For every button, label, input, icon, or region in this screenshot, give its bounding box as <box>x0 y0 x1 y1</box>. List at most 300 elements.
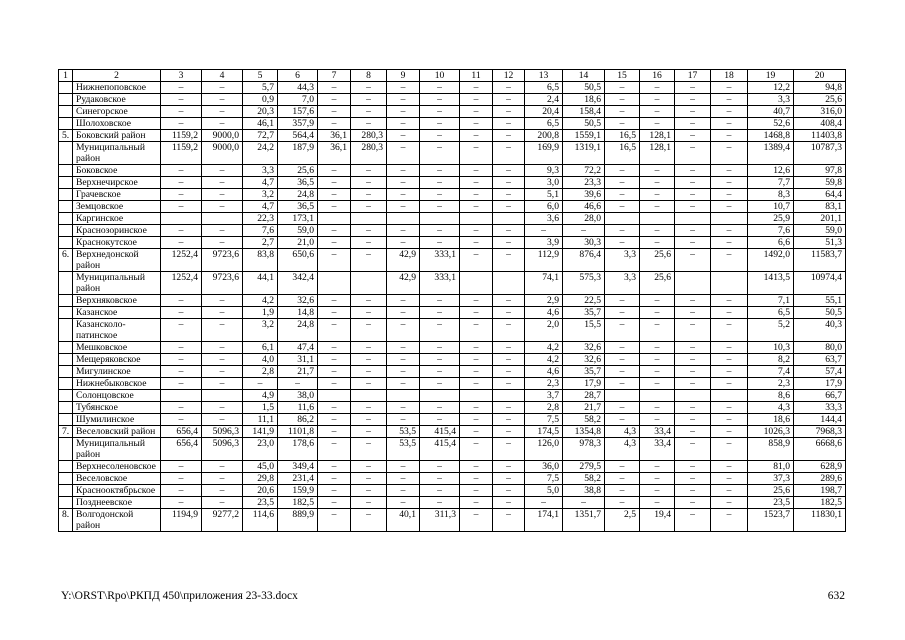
value-cell: – <box>711 414 748 426</box>
value-cell: 25,6 <box>748 485 794 497</box>
value-cell: – <box>420 82 460 94</box>
value-cell: – <box>202 378 243 390</box>
value-cell: – <box>387 94 420 106</box>
value-cell: 83,8 <box>243 249 278 272</box>
row-number <box>59 319 73 342</box>
value-cell: 1,5 <box>243 402 278 414</box>
value-cell: – <box>640 225 675 237</box>
value-cell: 10,3 <box>748 342 794 354</box>
row-number <box>59 366 73 378</box>
value-cell: 333,1 <box>420 272 460 295</box>
value-cell: 3,3 <box>748 94 794 106</box>
value-cell: 280,3 <box>351 130 387 142</box>
value-cell: – <box>318 118 351 130</box>
value-cell: 46,6 <box>563 201 605 213</box>
value-cell: – <box>460 509 493 532</box>
value-cell: – <box>460 295 493 307</box>
value-cell: 1159,2 <box>161 130 202 142</box>
value-cell: – <box>493 354 525 366</box>
table-row <box>59 272 846 295</box>
column-header: 4 <box>202 70 243 82</box>
value-cell: – <box>387 189 420 201</box>
value-cell: – <box>640 473 675 485</box>
value-cell: – <box>161 201 202 213</box>
value-cell: – <box>640 82 675 94</box>
value-cell: – <box>420 342 460 354</box>
value-cell: – <box>161 165 202 177</box>
value-cell: 9277,2 <box>202 509 243 532</box>
value-cell: 198,7 <box>794 485 846 497</box>
value-cell: – <box>675 142 711 165</box>
value-cell: 112,9 <box>525 249 563 272</box>
value-cell: – <box>675 118 711 130</box>
value-cell: 28,0 <box>563 213 605 225</box>
table-row <box>59 249 846 272</box>
value-cell: – <box>675 485 711 497</box>
value-cell: 279,5 <box>563 461 605 473</box>
value-cell: – <box>675 414 711 426</box>
value-cell: 1101,8 <box>278 426 318 438</box>
row-number <box>59 402 73 414</box>
value-cell: 10974,4 <box>794 272 846 295</box>
value-cell: – <box>351 225 387 237</box>
value-cell: 64,4 <box>794 189 846 201</box>
value-cell: 4,2 <box>243 295 278 307</box>
value-cell: 8,2 <box>748 354 794 366</box>
value-cell: 876,4 <box>563 249 605 272</box>
value-cell: – <box>387 177 420 189</box>
value-cell: 15,5 <box>563 319 605 342</box>
value-cell: 7,1 <box>748 295 794 307</box>
value-cell: 333,1 <box>420 249 460 272</box>
value-cell: 29,8 <box>243 473 278 485</box>
value-cell: 3,7 <box>525 390 563 402</box>
data-table-wrapper <box>58 69 845 532</box>
territory-name: Боковское <box>73 165 161 177</box>
territory-name: Боковский район <box>73 130 161 142</box>
value-cell: – <box>711 426 748 438</box>
value-cell: – <box>605 237 640 249</box>
value-cell: – <box>318 189 351 201</box>
value-cell: – <box>387 82 420 94</box>
table-row <box>59 426 846 438</box>
value-cell: – <box>351 106 387 118</box>
value-cell: – <box>387 473 420 485</box>
value-cell: 231,4 <box>278 473 318 485</box>
value-cell <box>387 213 420 225</box>
value-cell: – <box>640 177 675 189</box>
value-cell: – <box>493 307 525 319</box>
value-cell: 32,6 <box>563 342 605 354</box>
value-cell: 3,2 <box>243 319 278 342</box>
value-cell: 20,3 <box>243 106 278 118</box>
value-cell: – <box>420 414 460 426</box>
value-cell: – <box>460 378 493 390</box>
row-number <box>59 213 73 225</box>
value-cell: 7,5 <box>525 414 563 426</box>
value-cell: – <box>161 342 202 354</box>
value-cell: 1252,4 <box>161 272 202 295</box>
value-cell: 25,6 <box>278 165 318 177</box>
value-cell <box>351 213 387 225</box>
value-cell: – <box>711 402 748 414</box>
value-cell: – <box>675 307 711 319</box>
row-number: 5. <box>59 130 73 142</box>
value-cell: 9723,6 <box>202 249 243 272</box>
value-cell: – <box>460 249 493 272</box>
value-cell: 40,1 <box>387 509 420 532</box>
territory-name: Грачевское <box>73 189 161 201</box>
table-row <box>59 509 846 532</box>
value-cell: 58,2 <box>563 473 605 485</box>
value-cell: – <box>711 485 748 497</box>
value-cell: 16,5 <box>605 142 640 165</box>
column-header: 19 <box>748 70 794 82</box>
value-cell: – <box>318 94 351 106</box>
territory-name: Каргинское <box>73 213 161 225</box>
value-cell: 35,7 <box>563 307 605 319</box>
value-cell: 1252,4 <box>161 249 202 272</box>
column-header: 7 <box>318 70 351 82</box>
value-cell: – <box>318 307 351 319</box>
table-row <box>59 295 846 307</box>
value-cell: – <box>460 319 493 342</box>
value-cell: – <box>351 461 387 473</box>
value-cell: 2,9 <box>525 295 563 307</box>
value-cell: 157,6 <box>278 106 318 118</box>
value-cell: 80,0 <box>794 342 846 354</box>
value-cell: – <box>460 461 493 473</box>
value-cell: 36,1 <box>318 130 351 142</box>
value-cell: – <box>711 509 748 532</box>
value-cell: 38,0 <box>278 390 318 402</box>
file-path: Y:\ORST\Rpo\РКПД 450\приложения 23-33.docx <box>61 590 298 602</box>
value-cell: – <box>460 402 493 414</box>
value-cell: 575,3 <box>563 272 605 295</box>
value-cell: – <box>161 237 202 249</box>
value-cell: 3,0 <box>525 177 563 189</box>
value-cell: – <box>318 295 351 307</box>
value-cell: 126,0 <box>525 438 563 461</box>
value-cell: – <box>711 497 748 509</box>
value-cell: – <box>161 189 202 201</box>
value-cell: – <box>387 497 420 509</box>
value-cell: – <box>675 130 711 142</box>
value-cell: – <box>711 461 748 473</box>
value-cell: – <box>675 354 711 366</box>
value-cell <box>640 390 675 402</box>
value-cell: 2,8 <box>243 366 278 378</box>
value-cell: 1351,7 <box>563 509 605 532</box>
value-cell: 53,5 <box>387 438 420 461</box>
value-cell: – <box>711 249 748 272</box>
value-cell: – <box>493 295 525 307</box>
row-number <box>59 201 73 213</box>
value-cell: – <box>351 438 387 461</box>
value-cell: – <box>161 354 202 366</box>
value-cell: 7,7 <box>748 177 794 189</box>
value-cell: – <box>675 94 711 106</box>
value-cell: 415,4 <box>420 426 460 438</box>
value-cell: – <box>161 485 202 497</box>
value-cell: – <box>605 342 640 354</box>
value-cell: 25,9 <box>748 213 794 225</box>
value-cell: 45,0 <box>243 461 278 473</box>
table-row <box>59 402 846 414</box>
value-cell: – <box>460 94 493 106</box>
value-cell: – <box>161 461 202 473</box>
value-cell: – <box>460 426 493 438</box>
value-cell: – <box>675 106 711 118</box>
value-cell: 5096,3 <box>202 426 243 438</box>
value-cell: – <box>711 378 748 390</box>
row-number <box>59 378 73 390</box>
value-cell: – <box>161 82 202 94</box>
value-cell: 311,3 <box>420 509 460 532</box>
value-cell: 2,8 <box>525 402 563 414</box>
value-cell: – <box>318 249 351 272</box>
value-cell: – <box>675 473 711 485</box>
value-cell: 3,3 <box>243 165 278 177</box>
value-cell: 9000,0 <box>202 130 243 142</box>
value-cell: – <box>493 225 525 237</box>
value-cell: – <box>202 106 243 118</box>
value-cell: – <box>711 342 748 354</box>
row-number <box>59 118 73 130</box>
value-cell: – <box>351 319 387 342</box>
value-cell: – <box>420 473 460 485</box>
value-cell: – <box>460 485 493 497</box>
value-cell: – <box>711 354 748 366</box>
value-cell: 174,5 <box>525 426 563 438</box>
value-cell: 32,6 <box>563 354 605 366</box>
value-cell: – <box>493 426 525 438</box>
value-cell: 3,3 <box>605 272 640 295</box>
value-cell: 1,9 <box>243 307 278 319</box>
value-cell: 46,1 <box>243 118 278 130</box>
value-cell: 2,3 <box>748 378 794 390</box>
value-cell: 17,9 <box>794 378 846 390</box>
value-cell: – <box>563 497 605 509</box>
value-cell: 128,1 <box>640 142 675 165</box>
row-number <box>59 177 73 189</box>
value-cell: – <box>605 497 640 509</box>
value-cell: 5096,3 <box>202 438 243 461</box>
value-cell: – <box>351 237 387 249</box>
value-cell: 22,3 <box>243 213 278 225</box>
table-row <box>59 94 846 106</box>
value-cell: 74,1 <box>525 272 563 295</box>
value-cell: – <box>640 237 675 249</box>
value-cell: – <box>605 177 640 189</box>
value-cell: 24,8 <box>278 319 318 342</box>
value-cell: – <box>711 366 748 378</box>
value-cell <box>493 272 525 295</box>
value-cell: – <box>202 497 243 509</box>
value-cell: – <box>202 366 243 378</box>
value-cell: 20,6 <box>243 485 278 497</box>
value-cell: – <box>711 165 748 177</box>
value-cell: – <box>351 165 387 177</box>
column-header: 17 <box>675 70 711 82</box>
value-cell: – <box>351 249 387 272</box>
value-cell: 7,0 <box>278 94 318 106</box>
territory-name: Краснозоринское <box>73 225 161 237</box>
value-cell: – <box>387 378 420 390</box>
value-cell: – <box>460 497 493 509</box>
value-cell: – <box>351 473 387 485</box>
value-cell: – <box>318 497 351 509</box>
value-cell: – <box>318 426 351 438</box>
table-row <box>59 118 846 130</box>
value-cell: 18,6 <box>563 94 605 106</box>
value-cell: 656,4 <box>161 438 202 461</box>
value-cell: 6,5 <box>748 307 794 319</box>
value-cell: 14,8 <box>278 307 318 319</box>
value-cell: 8,6 <box>748 390 794 402</box>
value-cell <box>493 390 525 402</box>
territory-name: Земцовское <box>73 201 161 213</box>
value-cell: – <box>318 485 351 497</box>
row-number <box>59 225 73 237</box>
value-cell: – <box>493 106 525 118</box>
value-cell: 50,5 <box>794 307 846 319</box>
value-cell: – <box>202 165 243 177</box>
value-cell: – <box>640 319 675 342</box>
value-cell: 187,9 <box>278 142 318 165</box>
value-cell: – <box>493 509 525 532</box>
table-row <box>59 473 846 485</box>
value-cell: 19,4 <box>640 509 675 532</box>
value-cell: 57,4 <box>794 366 846 378</box>
territory-name: Рудаковское <box>73 94 161 106</box>
value-cell: – <box>202 342 243 354</box>
value-cell: – <box>640 94 675 106</box>
column-header: 2 <box>73 70 161 82</box>
value-cell: – <box>202 473 243 485</box>
value-cell: – <box>278 378 318 390</box>
column-header: 9 <box>387 70 420 82</box>
value-cell: – <box>202 461 243 473</box>
value-cell: – <box>202 189 243 201</box>
value-cell: – <box>605 106 640 118</box>
value-cell: – <box>711 307 748 319</box>
value-cell: – <box>711 106 748 118</box>
value-cell: 12,6 <box>748 165 794 177</box>
value-cell: – <box>387 414 420 426</box>
value-cell: – <box>420 201 460 213</box>
row-number <box>59 94 73 106</box>
value-cell: – <box>640 354 675 366</box>
value-cell: – <box>318 473 351 485</box>
value-cell: – <box>493 402 525 414</box>
value-cell: 52,6 <box>748 118 794 130</box>
value-cell: 357,9 <box>278 118 318 130</box>
value-cell: 11403,8 <box>794 130 846 142</box>
territory-name: Казансколо-патинское <box>73 319 161 342</box>
row-number <box>59 295 73 307</box>
value-cell: – <box>493 94 525 106</box>
value-cell: 0,9 <box>243 94 278 106</box>
table-row <box>59 438 846 461</box>
value-cell: 4,0 <box>243 354 278 366</box>
value-cell: 7968,3 <box>794 426 846 438</box>
value-cell: 182,5 <box>794 497 846 509</box>
value-cell: – <box>605 165 640 177</box>
table-row <box>59 177 846 189</box>
value-cell: 9723,6 <box>202 272 243 295</box>
value-cell: 141,9 <box>243 426 278 438</box>
value-cell <box>202 213 243 225</box>
value-cell: 4,7 <box>243 177 278 189</box>
value-cell: – <box>675 497 711 509</box>
value-cell: – <box>675 426 711 438</box>
value-cell <box>605 213 640 225</box>
value-cell: – <box>675 319 711 342</box>
value-cell: – <box>387 319 420 342</box>
value-cell: – <box>161 378 202 390</box>
value-cell: – <box>420 402 460 414</box>
value-cell: – <box>640 295 675 307</box>
value-cell: 11830,1 <box>794 509 846 532</box>
value-cell: 316,0 <box>794 106 846 118</box>
value-cell <box>675 213 711 225</box>
value-cell: – <box>387 485 420 497</box>
value-cell: – <box>711 319 748 342</box>
value-cell: – <box>351 354 387 366</box>
value-cell: – <box>351 201 387 213</box>
value-cell: – <box>711 142 748 165</box>
value-cell: 978,3 <box>563 438 605 461</box>
value-cell: – <box>493 142 525 165</box>
value-cell: – <box>420 165 460 177</box>
territory-name: Муниципальный район <box>73 438 161 461</box>
row-number: 6. <box>59 249 73 272</box>
value-cell: – <box>387 165 420 177</box>
value-cell: – <box>351 342 387 354</box>
value-cell: – <box>420 295 460 307</box>
value-cell: – <box>387 461 420 473</box>
value-cell: – <box>640 201 675 213</box>
value-cell: – <box>675 237 711 249</box>
row-number <box>59 189 73 201</box>
value-cell: – <box>318 414 351 426</box>
value-cell: – <box>318 354 351 366</box>
value-cell <box>161 213 202 225</box>
value-cell <box>460 272 493 295</box>
value-cell: – <box>318 509 351 532</box>
value-cell: – <box>318 342 351 354</box>
territory-name: Нижнепоповское <box>73 82 161 94</box>
value-cell: – <box>318 201 351 213</box>
value-cell <box>675 272 711 295</box>
value-cell: – <box>605 118 640 130</box>
value-cell: – <box>351 426 387 438</box>
value-cell: – <box>605 366 640 378</box>
value-cell: – <box>460 82 493 94</box>
value-cell: – <box>420 142 460 165</box>
value-cell: 1319,1 <box>563 142 605 165</box>
value-cell: 2,4 <box>525 94 563 106</box>
value-cell: – <box>161 366 202 378</box>
value-cell: 23,5 <box>243 497 278 509</box>
value-cell: – <box>202 225 243 237</box>
row-number <box>59 307 73 319</box>
value-cell: – <box>420 366 460 378</box>
value-cell: 1354,8 <box>563 426 605 438</box>
value-cell: – <box>420 130 460 142</box>
value-cell: – <box>493 177 525 189</box>
